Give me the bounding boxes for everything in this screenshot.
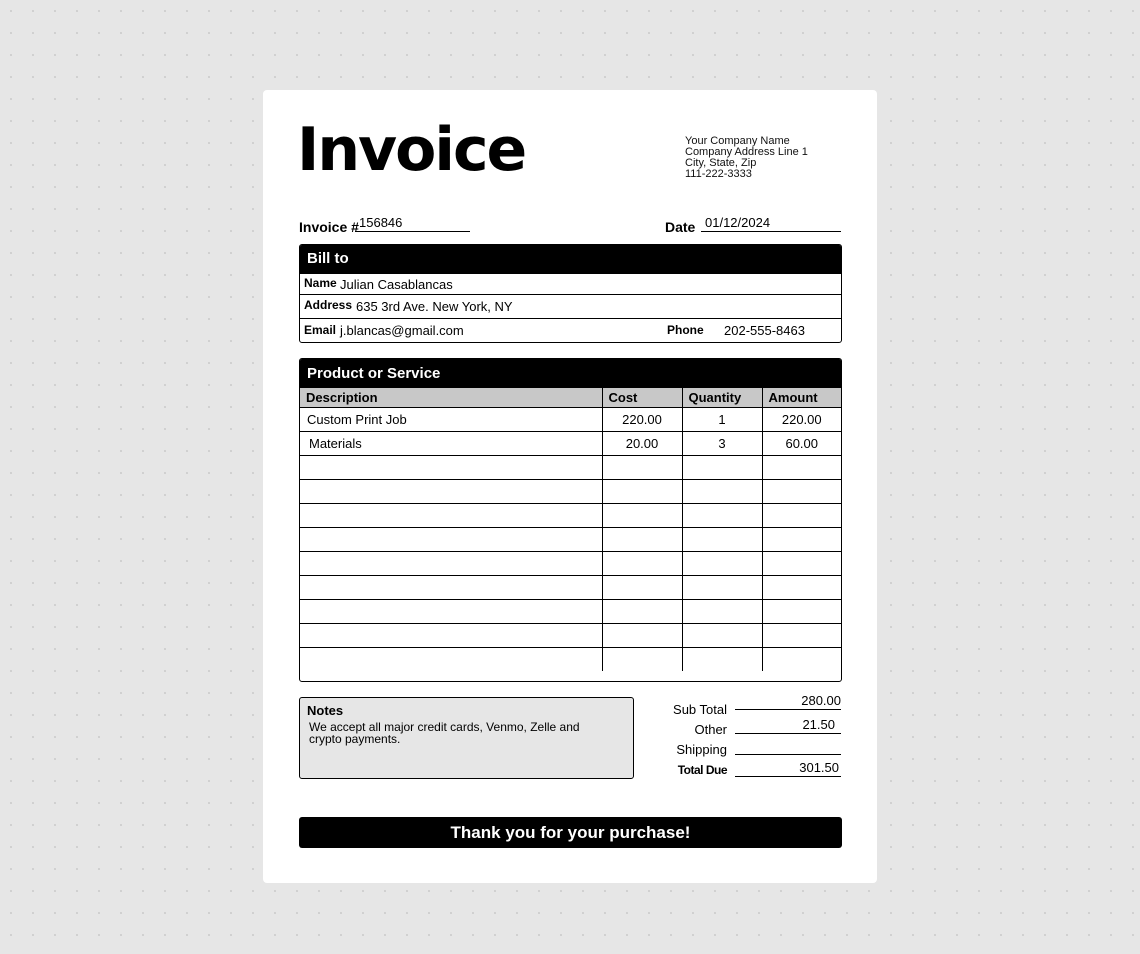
cell-amount[interactable] — [762, 624, 841, 648]
cell-quantity[interactable] — [682, 624, 762, 648]
table-row — [300, 408, 841, 432]
subtotal-value[interactable]: 280.00 — [735, 693, 841, 710]
cell-amount[interactable] — [762, 648, 841, 672]
address-value[interactable]: 635 3rd Ave. New York, NY — [356, 299, 513, 314]
cell-quantity[interactable] — [682, 576, 762, 600]
cell-amount[interactable] — [762, 552, 841, 576]
other-value[interactable]: 21.50 — [735, 717, 841, 734]
cell-amount[interactable] — [762, 480, 841, 504]
table-row — [300, 504, 841, 528]
cell-cost[interactable] — [602, 504, 682, 528]
total-due-label: Total Due — [677, 763, 727, 777]
name-label: Name — [304, 276, 337, 290]
cell-amount[interactable] — [762, 576, 841, 600]
address-label: Address — [304, 298, 353, 312]
cell-description[interactable] — [300, 504, 602, 528]
total-due-value[interactable]: 301.50 — [735, 760, 841, 777]
bill-to-box — [299, 244, 842, 343]
col-quantity: Quantity — [682, 388, 762, 408]
cell-description[interactable] — [300, 528, 602, 552]
cell-quantity[interactable] — [682, 648, 762, 672]
table-row — [300, 600, 841, 624]
bill-email-row — [300, 318, 841, 343]
table-row — [300, 528, 841, 552]
cell-cost[interactable] — [602, 600, 682, 624]
cell-description[interactable] — [300, 648, 602, 672]
col-description: Description — [300, 388, 602, 408]
subtotal-label: Sub Total — [673, 702, 727, 717]
products-box — [299, 358, 842, 682]
cell-cost[interactable] — [602, 624, 682, 648]
cell-amount[interactable] — [762, 504, 841, 528]
cell-cost[interactable] — [602, 528, 682, 552]
notes-text[interactable]: We accept all major credit cards, Venmo, Zelle and crypto payments. — [309, 720, 580, 746]
cell-cost[interactable] — [602, 456, 682, 480]
other-label: Other — [694, 722, 727, 737]
company-city: City, State, Zip — [685, 157, 757, 169]
col-cost: Cost — [602, 388, 682, 408]
cell-description[interactable] — [300, 624, 602, 648]
cell-quantity[interactable]: 3 — [682, 432, 762, 456]
phone-label: Phone — [667, 323, 704, 337]
date-label: Date — [665, 219, 696, 235]
cell-quantity[interactable] — [682, 528, 762, 552]
products-table — [300, 387, 841, 671]
date-field[interactable]: 01/12/2024 — [701, 216, 841, 232]
col-amount: Amount — [762, 388, 841, 408]
cell-cost[interactable] — [602, 480, 682, 504]
cell-quantity[interactable] — [682, 480, 762, 504]
table-row — [300, 480, 841, 504]
cell-amount[interactable] — [762, 600, 841, 624]
table-row — [300, 432, 841, 456]
table-row — [300, 456, 841, 480]
table-row — [300, 576, 841, 600]
cell-quantity[interactable] — [682, 552, 762, 576]
cell-cost[interactable]: 20.00 — [602, 432, 682, 456]
invoice-number-field[interactable]: 156846 — [355, 216, 470, 232]
cell-amount[interactable] — [762, 456, 841, 480]
cell-cost[interactable]: 220.00 — [602, 408, 682, 432]
notes-label: Notes — [307, 703, 344, 718]
email-value[interactable]: j.blancas@gmail.com — [340, 323, 464, 338]
cell-description[interactable]: Materials — [300, 432, 602, 456]
bill-to-header: Bill to — [300, 245, 841, 273]
cell-description[interactable] — [300, 576, 602, 600]
cell-quantity[interactable] — [682, 456, 762, 480]
cell-quantity[interactable] — [682, 504, 762, 528]
cell-description[interactable] — [300, 600, 602, 624]
table-row — [300, 648, 841, 672]
table-row — [300, 552, 841, 576]
invoice-sheet — [263, 90, 877, 883]
cell-quantity[interactable] — [682, 600, 762, 624]
shipping-value[interactable] — [735, 738, 841, 755]
company-phone: 111-222-3333 — [685, 168, 752, 180]
cell-cost[interactable] — [602, 552, 682, 576]
cell-quantity[interactable]: 1 — [682, 408, 762, 432]
invoice-title: Invoice — [297, 115, 526, 185]
bill-address-row — [300, 294, 841, 318]
cell-amount[interactable] — [762, 528, 841, 552]
phone-value[interactable]: 202-555-8463 — [724, 323, 805, 338]
email-label: Email — [304, 323, 337, 337]
company-name: Your Company Name — [685, 135, 790, 147]
thank-you-banner: Thank you for your purchase! — [299, 817, 842, 848]
company-address: Company Address Line 1 — [685, 146, 808, 158]
cell-cost[interactable] — [602, 648, 682, 672]
table-row — [300, 624, 841, 648]
cell-amount[interactable]: 60.00 — [762, 432, 841, 456]
company-info — [685, 136, 808, 180]
cell-amount[interactable]: 220.00 — [762, 408, 841, 432]
cell-description[interactable]: Custom Print Job — [300, 408, 602, 432]
name-value[interactable]: Julian Casablancas — [340, 277, 453, 292]
shipping-label: Shipping — [676, 742, 727, 757]
cell-description[interactable] — [300, 552, 602, 576]
table-header-row — [300, 388, 841, 408]
cell-description[interactable] — [300, 480, 602, 504]
products-header: Product or Service — [300, 359, 841, 387]
cell-description[interactable] — [300, 456, 602, 480]
invoice-number-label: Invoice # — [299, 219, 359, 235]
cell-cost[interactable] — [602, 576, 682, 600]
notes-box — [299, 697, 634, 779]
bill-name-row — [300, 273, 841, 294]
